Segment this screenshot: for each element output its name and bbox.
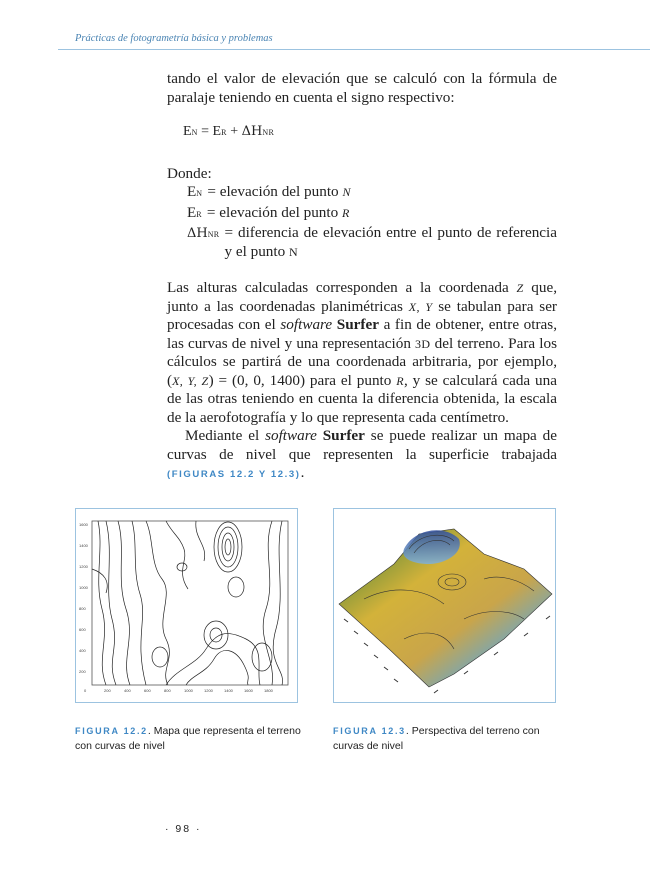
y-tick-label: 400 <box>79 648 86 653</box>
x-tick-label: 1000 <box>184 688 193 693</box>
figure-reference-link[interactable]: (FIGURAS 12.2 Y 12.3) <box>167 469 301 480</box>
y-tick-label: 200 <box>79 669 86 674</box>
definition-point: R <box>342 205 350 220</box>
definition-symbol: E <box>187 203 197 221</box>
y-tick-label: 1400 <box>79 543 88 548</box>
definition-text: = elevación del punto <box>206 203 339 221</box>
coord-xyz: X, Y, Z <box>172 373 209 388</box>
y-tick-label: 1600 <box>79 522 88 527</box>
definition-point: N <box>289 244 299 259</box>
figure-3d-perspective <box>333 508 556 703</box>
coord-xy: X, Y <box>408 299 433 314</box>
definition-row <box>187 204 557 225</box>
definition-row <box>187 224 557 261</box>
x-tick-label: 400 <box>124 688 131 693</box>
text-run: que, junto a las coordenadas planimétricas <box>167 279 557 315</box>
formula-delta-sub: NR <box>262 128 275 137</box>
coord-z: Z <box>516 281 524 295</box>
formula-delta: ΔH <box>241 124 263 139</box>
text-run: se tabulan para ser procesadas con el <box>167 297 557 333</box>
x-tick-label: 200 <box>104 688 111 693</box>
x-tick-label: 0 <box>84 688 87 693</box>
definition-subscript: R <box>196 209 202 219</box>
software-term: software <box>265 427 317 444</box>
formula-equals: = <box>197 124 213 139</box>
three-d-term: 3D <box>415 336 431 351</box>
running-header: Prácticas de fotogrametría básica y problemas <box>75 33 273 44</box>
y-tick-label: 1000 <box>79 585 88 590</box>
surfer-term: Surfer <box>336 316 379 333</box>
x-tick-label: 1800 <box>264 688 273 693</box>
caption-text: . Mapa que representa el terreno con curvas de nivel <box>75 725 301 752</box>
point-r: R <box>396 373 404 388</box>
paragraph-coordinates <box>167 279 557 427</box>
text-run: Las alturas calculadas corresponden a la coordenada <box>167 279 517 296</box>
caption-figure-12-3 <box>333 724 563 754</box>
definition-symbol: E <box>187 183 197 200</box>
perspective-surface-image <box>334 509 555 702</box>
definition-subscript: NR <box>207 230 220 239</box>
definition-point: N <box>342 185 351 199</box>
text-run: del terreno. Para los cálculos se partirá de una coordenada arbitraria, por ejemplo, ( <box>167 334 557 389</box>
text-run: se puede realizar un mapa de curvas de nivel que representen la superficie trabajada <box>167 427 557 463</box>
definition-subscript: N <box>196 189 203 198</box>
x-tick-label: 1600 <box>244 688 253 693</box>
body-text <box>167 70 557 485</box>
page-number: · 98 · <box>165 823 202 835</box>
software-term: software <box>280 316 333 333</box>
text-run: . <box>300 464 305 481</box>
caption-label: FIGURA 12.3 <box>333 726 406 736</box>
x-tick-label: 1400 <box>224 688 233 693</box>
formula-plus: + <box>226 124 242 139</box>
text-run: , y se calculará cada una de las otras teniendo en cuenta la diferencia obtenida, la escala de la aerofotografía y lo que representa cada centímetro. <box>167 371 557 426</box>
definition-text: = diferencia de elevación entre el punto de referencia y el punto <box>224 224 557 260</box>
text-run: a fin de obtener, entre otras, las curvas de nivel y una representación <box>167 316 558 352</box>
elevation-formula <box>183 123 557 143</box>
formula-rhs-sub: R <box>221 128 227 137</box>
caption-figure-12-2 <box>75 724 305 754</box>
formula-lhs: E <box>183 124 192 139</box>
definition-row <box>187 183 557 204</box>
caption-text: . Perspectiva del terreno con curvas de nivel <box>333 725 540 752</box>
y-tick-label: 800 <box>79 606 86 611</box>
definition-list <box>187 183 557 261</box>
header-rule <box>58 49 650 50</box>
contour-lines <box>92 521 283 685</box>
x-tick-label: 800 <box>164 688 171 693</box>
intro-paragraph: tando el valor de elevación que se calculó con la fórmula de paralaje teniendo en cuenta el signo respectivo: <box>167 70 557 106</box>
formula-rhs: E <box>212 124 222 139</box>
y-tick-label: 600 <box>79 627 86 632</box>
x-tick-label: 1200 <box>204 688 213 693</box>
definition-text: = elevación del punto <box>207 183 339 200</box>
text-run: ) = (0, 0, 1400) para el punto <box>208 371 397 389</box>
figure-contour-map <box>75 508 298 703</box>
x-tick-label: 600 <box>144 688 151 693</box>
paragraph-surfer <box>167 427 557 485</box>
y-tick-label: 1200 <box>79 564 88 569</box>
caption-label: FIGURA 12.2 <box>75 726 148 736</box>
surfer-term: Surfer <box>322 427 365 444</box>
contour-map-image <box>76 509 297 702</box>
text-run: Mediante el <box>185 427 266 444</box>
donde-label: Donde: <box>167 164 212 182</box>
definition-symbol: ΔH <box>187 226 208 241</box>
formula-lhs-sub: N <box>191 128 198 137</box>
